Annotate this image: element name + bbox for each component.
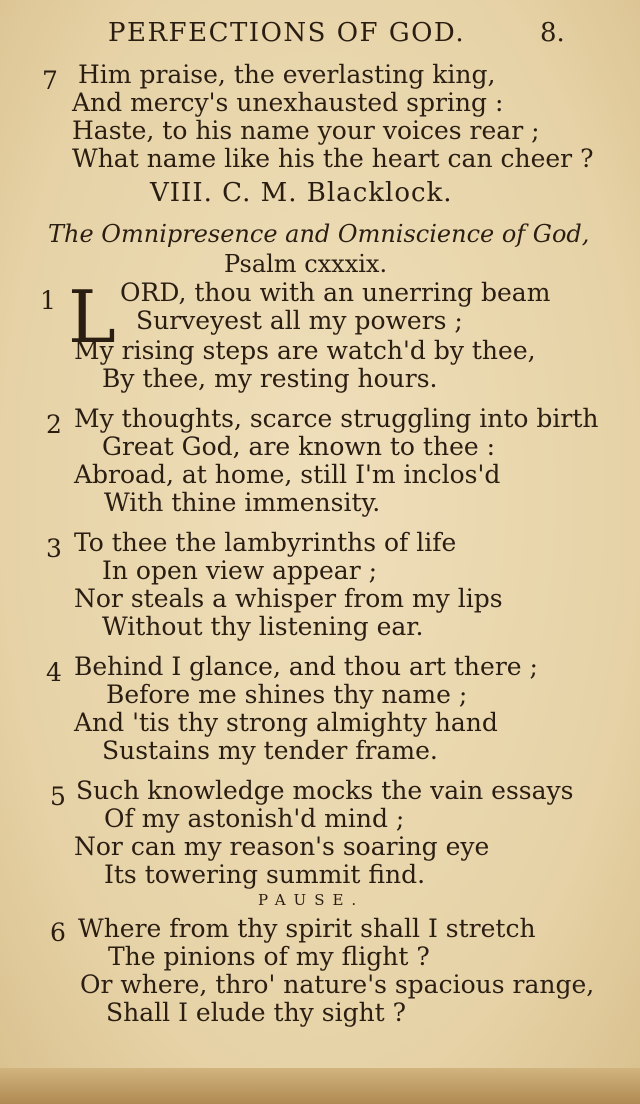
verse-line: Before me shines thy name ; <box>106 680 468 709</box>
pause-label: PAUSE. <box>258 891 365 909</box>
verse-line: Without thy listening ear. <box>102 612 424 641</box>
psalm-reference: Psalm cxxxix. <box>224 250 388 278</box>
verse-line: Or where, thro' nature's spacious range, <box>80 970 595 999</box>
stanza-number: 2 <box>46 410 62 439</box>
verse-line: Behind I glance, and thou art there ; <box>74 652 538 681</box>
verse-line: My thoughts, scarce struggling into birth <box>74 404 599 433</box>
verse-line: ORD, thou with an unerring beam <box>120 278 551 307</box>
hymn-heading: VIII. C. M. Blacklock. <box>150 178 453 208</box>
verse-line: With thine immensity. <box>104 488 381 517</box>
hymn-subject: The Omnipresence and Omniscience of God, <box>48 220 590 248</box>
stanza-number: 3 <box>46 534 62 563</box>
verse-line: By thee, my resting hours. <box>102 364 438 393</box>
verse-line: Haste, to his name your voices rear ; <box>72 116 540 145</box>
verse-line: Sustains my tender frame. <box>102 736 438 765</box>
verse-line: To thee the lambyrinths of life <box>74 528 457 557</box>
verse-line: Where from thy spirit shall I stretch <box>78 914 536 943</box>
verse-line: My rising steps are watch'd by thee, <box>74 336 536 365</box>
verse-line: And 'tis thy strong almighty hand <box>74 708 498 737</box>
page-number: 8. <box>540 18 565 48</box>
page-header <box>0 18 640 52</box>
stanza-number: 1 <box>40 286 56 315</box>
verse-line: The pinions of my flight ? <box>108 942 430 971</box>
verse-line: Nor steals a whisper from my lips <box>74 584 503 613</box>
stanza-number: 6 <box>50 918 66 947</box>
verse-line: Him praise, the everlasting king, <box>78 60 496 89</box>
verse-line: In open view appear ; <box>102 556 378 585</box>
verse-line: And mercy's unexhausted spring : <box>72 88 504 117</box>
verse-line: What name like his the heart can cheer ? <box>72 144 594 173</box>
page-bottom-edge <box>0 1068 640 1104</box>
stanza-number: 4 <box>46 658 62 687</box>
verse-line: Such knowledge mocks the vain essays <box>76 776 574 805</box>
stanza-number: 5 <box>50 782 66 811</box>
verse-line: Great God, are known to thee : <box>102 432 496 461</box>
running-title: PERFECTIONS OF GOD. <box>108 18 466 48</box>
verse-line: Surveyest all my powers ; <box>136 306 463 335</box>
verse-line: Its towering summit find. <box>104 860 426 889</box>
verse-line: Nor can my reason's soaring eye <box>74 832 490 861</box>
stanza-number: 7 <box>42 66 58 95</box>
verse-line: Shall I elude thy sight ? <box>106 998 407 1027</box>
drop-cap: L <box>68 275 116 359</box>
verse-line: Abroad, at home, still I'm inclos'd <box>74 460 501 489</box>
verse-line: Of my astonish'd mind ; <box>104 804 405 833</box>
